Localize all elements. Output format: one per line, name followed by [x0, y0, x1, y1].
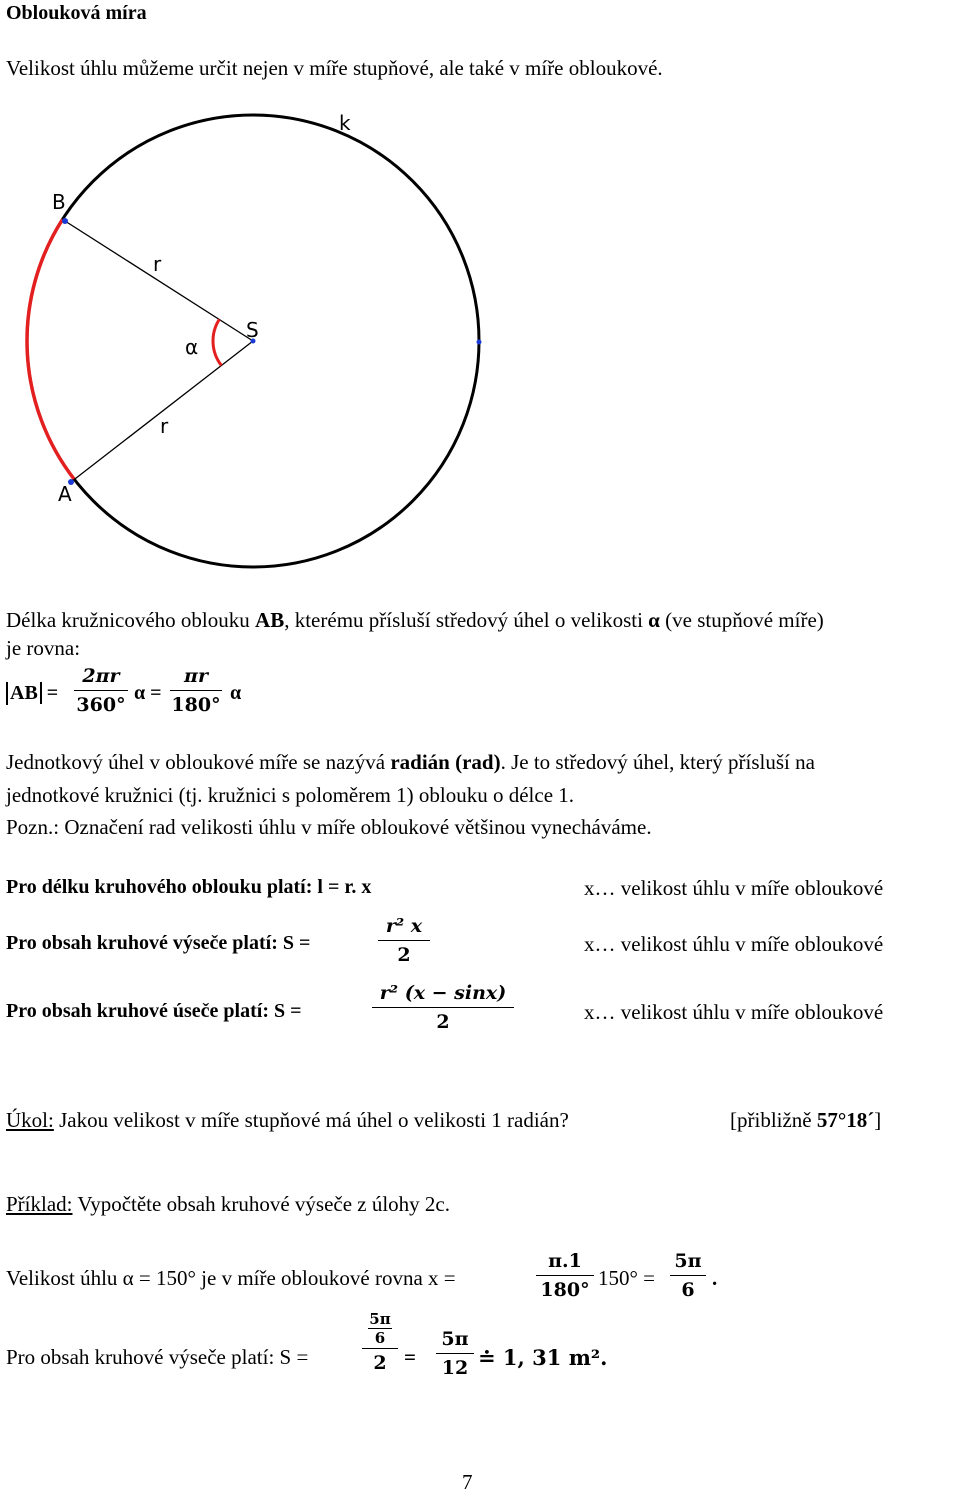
arc-length-formula-text: Pro délku kruhového oblouku platí: l = r. x	[6, 876, 372, 898]
label-r-top: r	[153, 252, 162, 276]
formula-alpha-tail: α	[230, 682, 242, 704]
task-line: Úkol: Jakou velikost v míře stupňové má úhel o velikosti 1 radián?	[6, 1108, 569, 1132]
label-b: B	[52, 190, 66, 214]
example-fraction-5pi-6: 5π 6	[670, 1248, 706, 1303]
radian-line2: jednotkové kružnici (tj. kružnici s poloměrem 1) oblouku o délce 1.	[6, 783, 575, 807]
arc-length-note: x… velikost úhlu v míře obloukové	[584, 876, 884, 900]
example-heading: Příklad: Vypočtěte obsah kruhové výseče z úlohy 2c.	[6, 1192, 451, 1216]
page-heading: Oblouková míra	[6, 2, 147, 24]
sector-fraction: r² x 2	[378, 913, 430, 968]
point-b	[62, 218, 68, 224]
arc-length-line1: Délka kružnicového oblouku AB, kterému přísluší středový úhel o velikosti α (ve stupňové míře)	[6, 608, 824, 632]
example-line1-mid: 150° =	[598, 1266, 655, 1290]
sector-formula-label: Pro obsah kruhové výseče platí: S =	[6, 932, 311, 954]
formula-alpha-eq: α =	[134, 682, 162, 704]
example-line2-text: Pro obsah kruhové výseče platí: S =	[6, 1345, 309, 1369]
radian-line1: Jednotkový úhel v obloukové míře se nazývá radián (rad). Je to středový úhel, který přísluší na	[6, 750, 815, 774]
intro-text: Velikost úhlu můžeme určit nejen v míře stupňové, ale také v míře obloukové.	[6, 56, 663, 80]
example-line1-text: Velikost úhlu α = 150° je v míře obloukové rovna x =	[6, 1266, 456, 1290]
point-right	[477, 340, 482, 345]
label-alpha: α	[185, 335, 199, 359]
task-answer: [přibližně 57°18´]	[730, 1108, 882, 1132]
segment-fraction: r² (x − sinx) 2	[372, 980, 514, 1035]
fraction-2pir-360: 2πr 360°	[74, 663, 128, 718]
label-k: k	[339, 111, 351, 135]
example-result	[478, 1345, 607, 1370]
radian-note: Pozn.: Označení rad velikosti úhlu v míře obloukové většinou vynecháváme.	[6, 815, 652, 839]
example-complex-fraction: 5π 6 2	[362, 1310, 398, 1376]
page-number: 7	[462, 1470, 473, 1494]
sector-note: x… velikost úhlu v míře obloukové	[584, 932, 884, 956]
arc-ab	[27, 219, 74, 479]
example-fraction-pi-180: π.1 180°	[536, 1248, 594, 1303]
result-value: 1, 31 m².	[502, 1345, 608, 1370]
angle-arc	[213, 319, 221, 365]
radius-sb	[65, 221, 253, 341]
segment-note: x… velikost úhlu v míře obloukové	[584, 1000, 884, 1024]
label-a: A	[58, 482, 72, 506]
label-s: S	[246, 318, 259, 342]
example-line1-end: .	[712, 1266, 718, 1290]
segment-formula-label: Pro obsah kruhové úseče platí: S =	[6, 1000, 302, 1022]
example-fraction-5pi-12: 5π 12	[436, 1326, 474, 1381]
arc-length-line2: je rovna:	[6, 636, 81, 660]
approx-sign: ≐	[478, 1345, 496, 1370]
circle-diagram	[0, 95, 960, 595]
formula-ab: AB =	[6, 682, 58, 705]
radius-sa	[71, 341, 253, 482]
example-equals: =	[404, 1345, 416, 1369]
fraction-pir-180: πr 180°	[171, 665, 221, 716]
label-r-bottom: r	[160, 414, 169, 438]
